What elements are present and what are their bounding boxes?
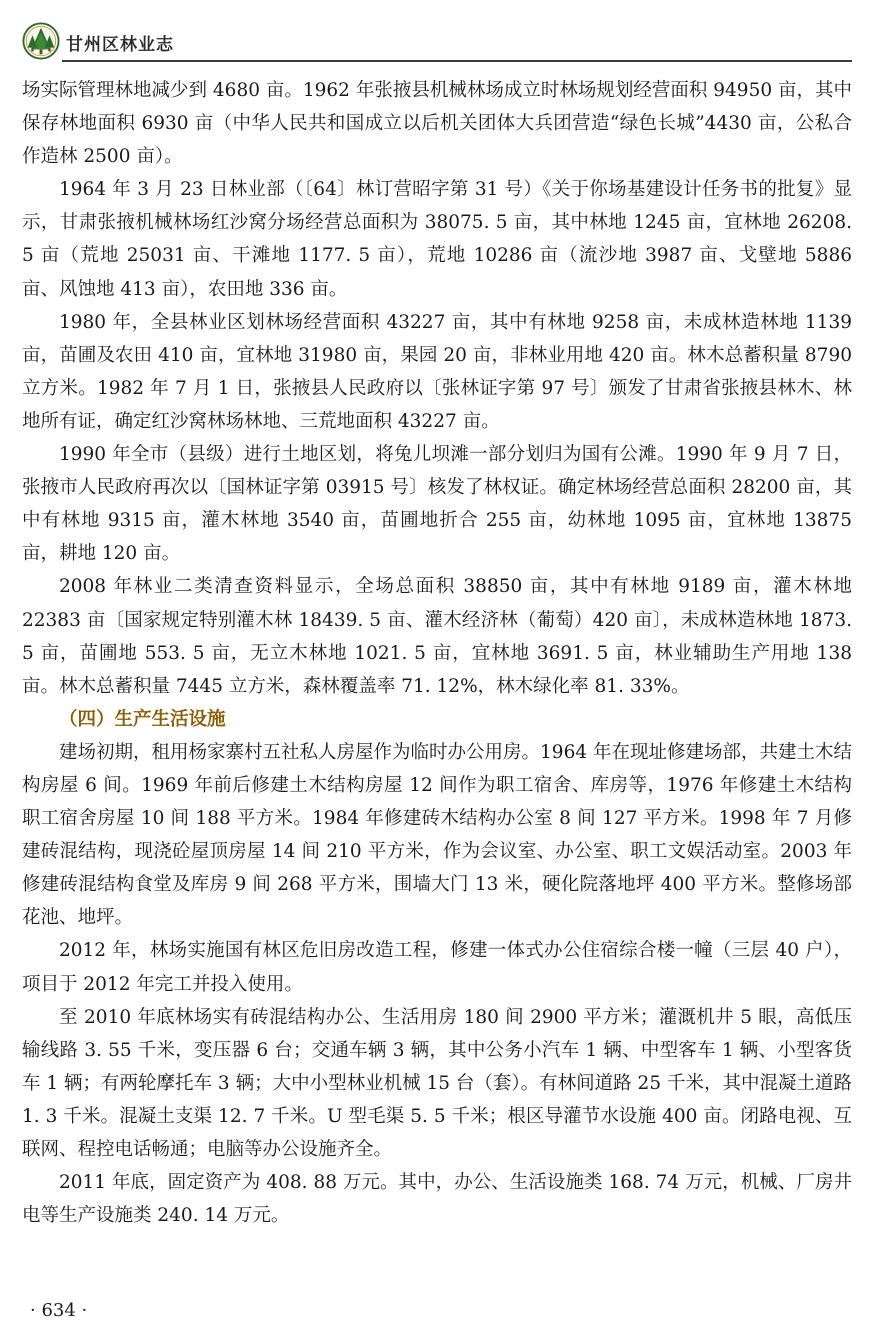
section-heading: （四）生产生活设施 bbox=[59, 708, 226, 730]
paragraph: 1980 年，全县林业区划林场经营面积 43227 亩，其中有林地 9258 亩，未成林造林地 1139 亩，苗圃及农田 410 亩，宜林地 31980 亩，果园 20 亩，非林业用地 420 亩。林木总蓄积量 8790 立方米。1982 年 7 月 1 日，张掖县人民政府以〔张林证字第 97 号〕颁发了甘肃省张掖县林木、林地所有证，确定红沙窝林场林地、三荒地面积 43227 亩。 bbox=[22, 311, 852, 432]
paragraph: 至 2010 年底林场实有砖混结构办公、生活用房 180 间 2900 平方米；灌溉机井 5 眼，高低压输线路 3. 55 千米，变压器 6 台；交通车辆 3 辆，其中公务小汽车 1 辆、中型客车 1 辆、小型客货车 1 辆；有两轮摩托车 3 辆；大中小型林业机械 15 台（套）。有林间道路 25 千米，其中混凝土道路 1. 3 千米。混凝土支渠 12. 7 千米。U 型毛渠 5. 5 千米；根区导灌节水设施 400 亩。闭路电视、互联网、程控电话畅通；电脑等办公设施齐全。 bbox=[22, 1006, 852, 1160]
paragraph: 2011 年底，固定资产为 408. 88 万元。其中，办公、生活设施类 168. 74 万元，机械、厂房井电等生产设施类 240. 14 万元。 bbox=[22, 1172, 852, 1227]
page-body bbox=[22, 74, 852, 1232]
page-header bbox=[22, 18, 852, 64]
book-title: 甘州区林业志 bbox=[66, 35, 174, 55]
page-number: · 634 · bbox=[30, 1300, 88, 1321]
paragraph: 1990 年全市（县级）进行土地区划，将兔儿坝滩一部分划归为国有公滩。1990 年 9 月 7 日，张掖市人民政府再次以〔国林证字第 03915 号〕核发了林权证。确定林场经营总面积 28200 亩，其中有林地 9315 亩，灌木林地 3540 亩，苗圃地折合 255 亩，幼林地 1095 亩，宜林地 13875 亩，耕地 120 亩。 bbox=[22, 444, 852, 565]
paragraph: 建场初期，租用杨家寨村五社私人房屋作为临时办公用房。1964 年在现址修建场部，共建土木结构房屋 6 间。1969 年前后修建土木结构房屋 12 间作为职工宿舍、库房等，1976 年修建土木结构职工宿舍房屋 10 间 188 平方米。1984 年修建砖木结构办公室 8 间 127 平方米。1998 年 7 月修建砖混结构，现浇砼屋顶房屋 14 间 210 平方米，作为会议室、办公室、职工文娱活动室。2003 年修建砖混结构食堂及库房 9 间 268 平方米，围墙大门 13 米，硬化院落地坪 400 平方米。整修场部花池、地坪。 bbox=[22, 741, 852, 929]
paragraph: 1964 年 3 月 23 日林业部（〔64〕林订营昭字第 31 号）《关于你场基建设计任务书的批复》显示，甘肃张掖机械林场红沙窝分场经营总面积为 38075. 5 亩，其中林地 1245 亩，宜林地 26208. 5 亩（荒地 25031 亩、干滩地 1177. 5 亩），荒地 10286 亩（流沙地 3987 亩、戈壁地 5886 亩、风蚀地 413 亩），农田地 336 亩。 bbox=[22, 179, 852, 300]
paragraph: 2008 年林业二类清查资料显示，全场总面积 38850 亩，其中有林地 9189 亩，灌木林地 22383 亩〔国家规定特别灌木林 18439. 5 亩、灌木经济林（葡萄）420 亩〕，未成林造林地 1873. 5 亩，苗圃地 553. 5 亩，无立木林地 1021. 5 亩，宜林地 3691. 5 亩，林业辅助生产用地 138 亩。林木总蓄积量 7445 立方米，森林覆盖率 71. 12%，林木绿化率 81. 33%。 bbox=[22, 576, 852, 697]
paragraph: 场实际管理林地减少到 4680 亩。1962 年张掖县机械林场成立时林场规划经营面积 94950 亩，其中保存林地面积 6930 亩（中华人民共和国成立以后机关团体大兵团营造“绿色长城”4430 亩，公私合作造林 2500 亩）。 bbox=[22, 80, 852, 168]
paragraph: 2012 年，林场实施国有林区危旧房改造工程，修建一体式办公住宿综合楼一幢（三层 40 户），项目于 2012 年完工并投入使用。 bbox=[22, 940, 852, 995]
header-divider bbox=[62, 60, 852, 62]
forest-tree-logo-icon bbox=[22, 22, 60, 60]
